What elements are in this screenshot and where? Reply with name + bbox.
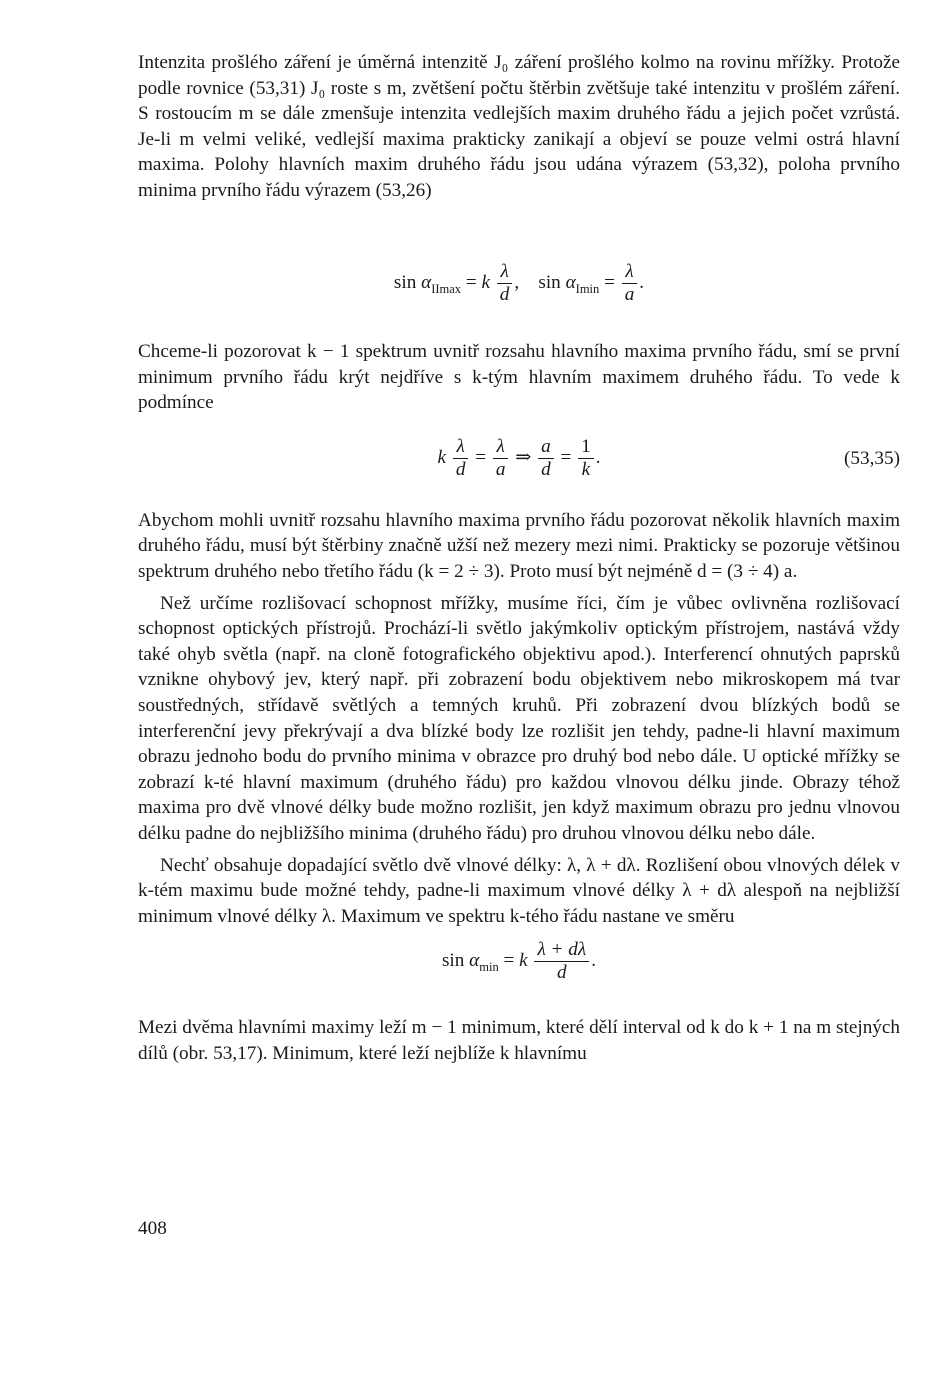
eq3-sub: min bbox=[479, 960, 499, 975]
eq1-sin-2: sin bbox=[538, 271, 561, 293]
paragraph-2: Chceme-li pozorovat k − 1 spektrum uvnitř rozsahu hlavního maxima prvního řádu, smí se první minimum prvního řádu krýt nejdříve s k-tým hlavním maximem druhého řádu. To vede k podmínce bbox=[138, 341, 900, 414]
eq1-sin: sin bbox=[393, 271, 417, 293]
eq1-alpha-2: α bbox=[565, 271, 576, 293]
eq2-implies: ⇒ bbox=[515, 446, 532, 468]
eq2-frac-a-d: $\frac{a}{d}$ bbox=[538, 436, 554, 481]
eq1-alpha: α bbox=[421, 271, 432, 293]
eq2-frac-lambda-d: $\frac{\lambda}{d}$ bbox=[453, 436, 469, 481]
eq1-eq: = bbox=[465, 271, 477, 293]
eq1-k: k bbox=[481, 271, 490, 293]
eq2-frac-lambda-a: $\frac{\lambda}{a}$ bbox=[493, 436, 509, 481]
eq1-sub1: IImax bbox=[431, 281, 462, 296]
eq3-k: k bbox=[519, 950, 528, 972]
eq1-comma: , bbox=[514, 271, 520, 293]
eq1-frac-lambda-a: $\frac{\lambda}{a}$ bbox=[622, 261, 638, 306]
eq3-period: . bbox=[591, 950, 597, 972]
eq2-k: k bbox=[437, 446, 447, 468]
equation-sin-alpha-max-min bbox=[138, 255, 900, 325]
eq1-sub2: Imin bbox=[575, 281, 600, 296]
eq1-eq-2: = bbox=[604, 271, 615, 293]
eq2-eq-2: = bbox=[560, 446, 572, 468]
paragraph-6: Mezi dvěma hlavními maximy leží m − 1 minimum, které dělí interval od k do k + 1 na m stejných dílů (obr. 53,17). Minimum, které leží nejblíže k hlavnímu bbox=[138, 1017, 900, 1064]
equation-53-35 bbox=[138, 416, 900, 508]
eq3-eq: = bbox=[503, 950, 515, 972]
paragraph-3: Abychom mohli uvnitř rozsahu hlavního maxima prvního řádu pozorovat několik hlavních maxim druhého řádu, musí být štěrbiny značně užší než mezery mezi nimi. Prakticky se pozoruje většinou spektrum druhého nebo třetího řádu (k = 2 ÷ 3). Proto musí být nejméně d = (3 ÷ 4) a. bbox=[138, 509, 900, 582]
eq2-frac-1-k: $\frac{1}{k}$ bbox=[578, 436, 594, 481]
paragraph-4: Než určíme rozlišovací schopnost mřížky, musíme říci, čím je vůbec ovlivněna rozlišovací schopnost optických přístrojů. Prochází-li světlo jakýmkoliv optickým přístrojem, nastává vždy také ohyb světla (např. na cloně fotografického objektivu apod.). Interferencí ohnutých paprsků vznikne ohybový jev, který např. při zobrazení bodu objektivem nebo mikroskopem má tvar soustředných, střídavě světlých a temných kruhů. Při zobrazení dvou blízkých bodů se interferenční jevy překrývají a dva blízké body lze rozlišit jen tehdy, padne-li hlavní maximum obrazu jednoho bodu do prvního minima v obrazce pro druhý bod nebo dále. U optické mřížky se zobrazí k-té hlavní maximum (druhého řádu) pro každou vlnovou délku jinde. Obrazy téhož maxima pro dvě vlnové délky bude možno rozlišit, jen když maximum obrazu pro jednu vlnovou délku padne do nejbližšího minima (druhého řádu) pro druhou vlnovou délku nebo dále. bbox=[138, 592, 900, 844]
equation-sin-alpha-min bbox=[138, 929, 900, 1009]
eq3-alpha: α bbox=[469, 950, 480, 972]
eq2-eq: = bbox=[475, 446, 487, 468]
page-number: 408 bbox=[138, 1218, 167, 1239]
eq3-sin: sin bbox=[441, 950, 465, 972]
eq1-frac-lambda-d: $\frac{\lambda}{d}$ bbox=[497, 261, 513, 306]
eq3-frac: $\frac{\lambda + d\lambda}{d}$ bbox=[534, 939, 589, 984]
paragraph-1: Intenzita prošlého záření je úměrná intenzitě J₀ záření prošlého kolmo na rovinu mřížky. Protože podle rovnice (53,31) J₀ roste s m, zvětšení počtu štěrbin zvětšuje také intenzitu v prošlém záření. S rostoucím m se dále zmenšuje intenzita vedlejších maxim druhého řádu a jejich počet vzrůstá. Je-li m velmi veliké, vedlejší maxima prakticky zanikají a objeví se pouze velmi ostrá hlavní maxima. Polohy hlavních maxim druhého řádu jsou udána výrazem (53,32), poloha prvního minima prvního řádu výrazem (53,26) bbox=[138, 52, 900, 201]
eq1-period: . bbox=[639, 271, 645, 293]
paragraph-5: Nechť obsahuje dopadající světlo dvě vlnové délky: λ, λ + dλ. Rozlišení obou vlnových délek v k-tém maximu bude možné tehdy, padne-li maximum vlnové délky λ + dλ alespoň na nejbližší minimum vlnové délky λ. Maximum ve spektru k-tého řádu nastane ve směru bbox=[138, 854, 900, 927]
page-body bbox=[138, 50, 900, 1066]
equation-number: (53,35) bbox=[844, 447, 900, 469]
eq2-period: . bbox=[595, 446, 601, 468]
